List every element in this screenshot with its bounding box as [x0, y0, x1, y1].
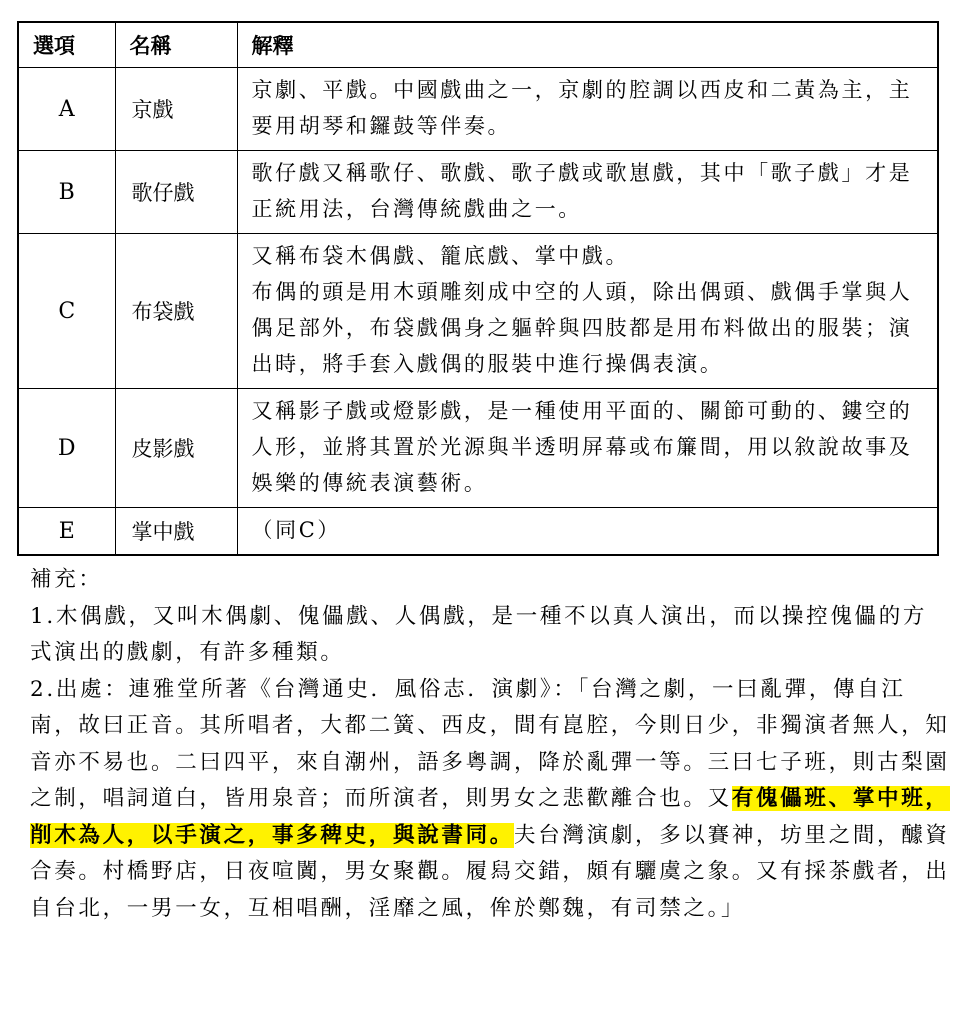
name-cell: 京戲 [115, 68, 237, 151]
quote-text: 2.出處：連雅堂所著《台灣通史．風俗志．演劇》：「台灣之劇，一曰亂彈，傳自江南，故曰正音。其所唱者，大都二簧、西皮，間有崑腔，今則日少，非獨演者無人，知音亦不易也。二曰四平，來自潮州，語多粵調，降於亂彈一等。三曰七子班，則古梨園之制，唱詞道白，皆用泉音；而所演者，則男女之悲歡離合也。又 [30, 676, 950, 811]
option-cell: E [18, 508, 115, 556]
explanation-cell [237, 234, 938, 389]
option-cell: B [18, 151, 115, 234]
supplement-heading: 補充： [30, 567, 103, 592]
table-row [18, 234, 938, 389]
supplement-item-2 [30, 672, 950, 928]
option-cell: D [18, 389, 115, 508]
highlighted-quote: 有傀儡班、掌中班，削木為人，以手演之，事多稗史，與說書同。 [30, 786, 950, 848]
quote-text-continued: 夫台灣演劇，多以賽神，坊里之間，醵資合奏。村橋野店，日夜喧闐，男女聚觀。履舄交錯，頗有驪虞之象。又有採茶戲者，出自台北，一男一女，互相唱酬，淫靡之風，侔於鄭魏，有司禁之。」 [30, 822, 950, 921]
name-cell: 布袋戲 [115, 234, 237, 389]
explanation-text: 歌仔戲又稱歌仔、歌戲、歌子戲或歌崽戲，其中「歌子戲」才是正統用法，台灣傳統戲曲之一。 [251, 161, 913, 221]
explanation-cell [237, 151, 938, 234]
option-cell: C [18, 234, 115, 389]
explanation-text: 布偶的頭是用木頭雕刻成中空的人頭，除出偶頭、戲偶手掌與人偶足部外，布袋戲偶身之軀幹與四肢都是用布料做出的服裝；演出時，將手套入戲偶的服裝中進行操偶表演。 [251, 280, 913, 376]
supplement-section [30, 562, 950, 927]
table-row [18, 68, 938, 151]
explanation-text: （同C） [251, 518, 341, 542]
explanation-text: 又稱影子戲或燈影戲，是一種使用平面的、關節可動的、鏤空的人形，並將其置於光源與半透明屏幕或布簾間，用以敘說故事及娛樂的傳統表演藝術。 [251, 399, 913, 495]
header-option: 選項 [18, 22, 115, 68]
explanation-cell [237, 68, 938, 151]
explanation-cell [237, 508, 938, 556]
explanation-text: 京劇、平戲。中國戲曲之一，京劇的腔調以西皮和二黃為主，主要用胡琴和鑼鼓等伴奏。 [251, 78, 913, 138]
table-header-row [18, 22, 938, 68]
table-row [18, 389, 938, 508]
explanation-cell [237, 389, 938, 508]
explanation-text: 又稱布袋木偶戲、籠底戲、掌中戲。 [251, 244, 630, 268]
name-cell: 掌中戲 [115, 508, 237, 556]
options-table [17, 21, 939, 556]
option-cell: A [18, 68, 115, 151]
header-name: 名稱 [115, 22, 237, 68]
table-row [18, 508, 938, 556]
table-row [18, 151, 938, 234]
header-explanation: 解釋 [237, 22, 938, 68]
name-cell: 歌仔戲 [115, 151, 237, 234]
name-cell: 皮影戲 [115, 389, 237, 508]
supplement-item-1: 1.木偶戲，又叫木偶劇、傀儡戲、人偶戲，是一種不以真人演出，而以操控傀儡的方式演出的戲劇，有許多種類。 [30, 603, 928, 665]
